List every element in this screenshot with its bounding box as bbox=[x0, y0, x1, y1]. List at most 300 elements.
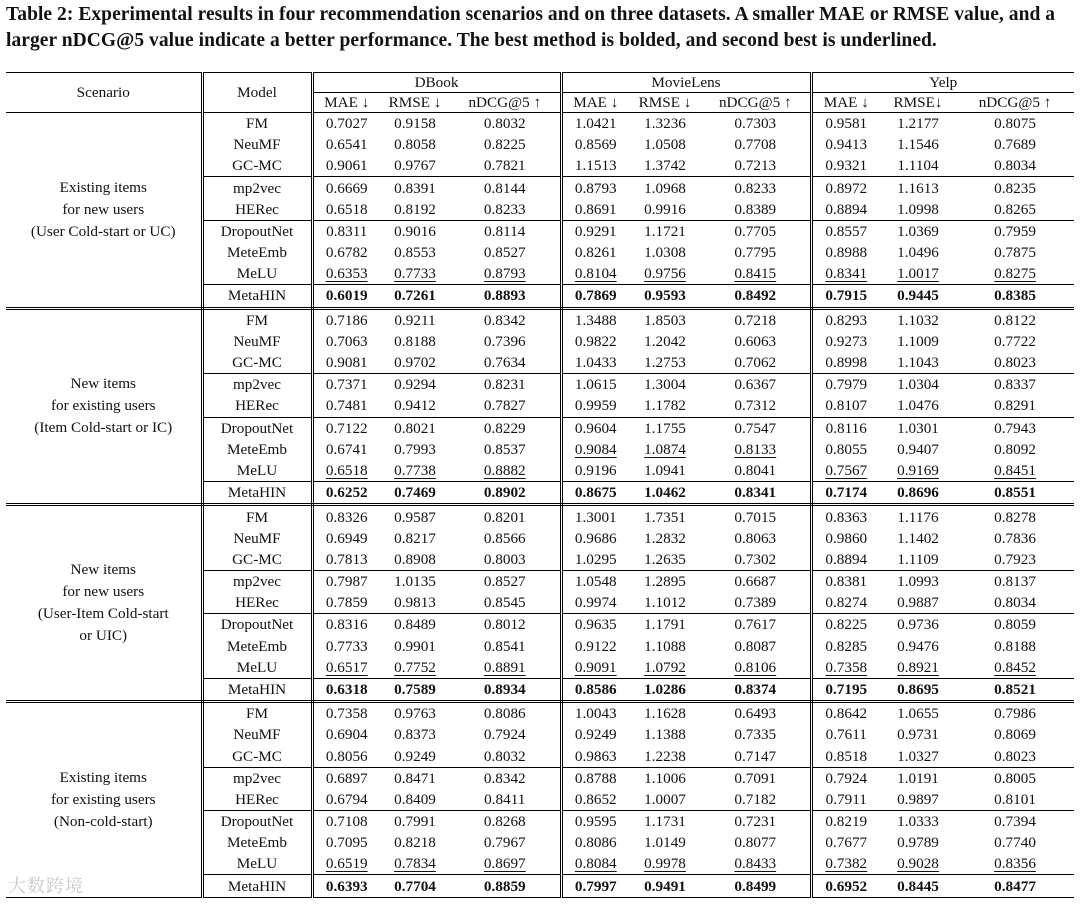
value-cell: 0.7923 bbox=[994, 550, 1036, 568]
value-cell: 1.1109 bbox=[897, 550, 939, 568]
value-cell: 1.0295 bbox=[574, 550, 617, 568]
value-cell: 0.6367 bbox=[701, 374, 811, 396]
value-cell: 0.9016 bbox=[380, 220, 450, 242]
scenario-line: Existing items bbox=[59, 769, 147, 787]
value-cell: 1.1791 bbox=[629, 614, 701, 636]
value-cell: 0.9635 bbox=[561, 614, 629, 636]
table-row bbox=[6, 702, 1074, 725]
value-cell: 1.0043 bbox=[574, 705, 617, 723]
model-cell: FM bbox=[202, 702, 312, 725]
model-cell: FM bbox=[202, 505, 312, 528]
value-cell: 0.8537 bbox=[450, 439, 561, 460]
model-cell: MeLU bbox=[202, 263, 312, 285]
value-cell: 1.0308 bbox=[644, 244, 686, 262]
value-cell: 0.7382 bbox=[825, 855, 868, 873]
value-cell: 0.8034 bbox=[994, 594, 1036, 612]
value-cell: 1.0792 bbox=[644, 658, 686, 676]
model-cell: mp2vec bbox=[202, 570, 312, 592]
value-cell: 1.3001 bbox=[574, 508, 617, 526]
value-cell: 0.7834 bbox=[394, 855, 436, 873]
value-cell: 1.8503 bbox=[644, 311, 686, 329]
model-header: Model bbox=[202, 73, 312, 113]
value-cell: 0.6019 bbox=[312, 285, 380, 308]
value-cell: 0.8356 bbox=[994, 855, 1036, 873]
watermark: 大数跨境 bbox=[8, 876, 84, 897]
value-cell: 0.7836 bbox=[994, 529, 1036, 547]
value-cell: 1.1006 bbox=[629, 767, 701, 789]
value-cell: 1.1043 bbox=[897, 354, 939, 372]
value-cell: 0.6518 bbox=[325, 461, 368, 479]
value-cell: 0.8521 bbox=[956, 678, 1074, 701]
value-cell: 0.7182 bbox=[701, 789, 811, 811]
value-cell: 0.8894 bbox=[825, 550, 868, 568]
value-cell: 1.2177 bbox=[897, 115, 939, 133]
value-cell: 0.7677 bbox=[825, 834, 868, 852]
value-cell: 0.8023 bbox=[994, 747, 1036, 765]
value-cell: 0.8003 bbox=[450, 549, 561, 571]
value-cell: 0.8551 bbox=[956, 482, 1074, 505]
value-cell: 0.8201 bbox=[450, 505, 561, 528]
value-cell: 0.8998 bbox=[825, 354, 868, 372]
scenario-line: (Non-cold-start) bbox=[53, 813, 153, 831]
value-cell: 0.6794 bbox=[325, 790, 368, 808]
value-cell: 0.8235 bbox=[956, 177, 1074, 199]
value-cell: 0.7986 bbox=[994, 705, 1036, 723]
value-cell: 0.8691 bbox=[574, 200, 617, 218]
value-cell: 0.7875 bbox=[994, 244, 1036, 262]
value-cell: 0.8499 bbox=[701, 875, 811, 898]
scenario-line: Existing items bbox=[59, 178, 147, 196]
value-cell: 0.8697 bbox=[450, 853, 561, 875]
value-cell: 0.8452 bbox=[994, 658, 1036, 676]
value-cell: 0.7312 bbox=[701, 395, 811, 417]
value-cell: 0.9959 bbox=[574, 397, 617, 415]
value-cell: 0.8902 bbox=[450, 482, 561, 505]
value-cell: 0.7733 bbox=[325, 637, 368, 655]
table-row bbox=[6, 113, 1074, 135]
model-cell: GC-MC bbox=[202, 155, 312, 177]
value-cell: 0.8415 bbox=[701, 263, 811, 285]
value-cell: 1.0327 bbox=[897, 747, 939, 765]
value-cell: 0.6393 bbox=[312, 875, 380, 898]
value-cell: 0.7752 bbox=[394, 658, 436, 676]
value-cell: 0.8342 bbox=[450, 308, 561, 331]
value-cell: 0.8893 bbox=[450, 285, 561, 308]
value-cell: 0.8075 bbox=[994, 115, 1036, 133]
value-cell: 0.7967 bbox=[450, 832, 561, 853]
value-cell: 0.7547 bbox=[701, 417, 811, 439]
value-cell: 0.8695 bbox=[880, 678, 956, 701]
value-cell: 0.9587 bbox=[394, 508, 436, 526]
value-cell: 1.1613 bbox=[880, 177, 956, 199]
metric-header: MAE ↓ bbox=[811, 93, 880, 113]
value-cell: 0.8116 bbox=[811, 417, 880, 439]
value-cell: 1.3004 bbox=[629, 374, 701, 396]
value-cell: 0.8059 bbox=[956, 614, 1074, 636]
value-cell: 0.8192 bbox=[394, 200, 436, 218]
value-cell: 0.8086 bbox=[450, 702, 561, 725]
value-cell: 0.8233 bbox=[450, 199, 561, 221]
value-cell: 1.7351 bbox=[644, 508, 686, 526]
model-cell: DropoutNet bbox=[202, 220, 312, 242]
value-cell: 0.6063 bbox=[701, 331, 811, 352]
value-cell: 0.8492 bbox=[701, 285, 811, 308]
scenario-line: for existing users bbox=[50, 397, 156, 415]
results-table bbox=[6, 72, 1074, 898]
model-cell: MetaHIN bbox=[202, 285, 312, 308]
value-cell: 0.6952 bbox=[811, 875, 880, 898]
model-cell: mp2vec bbox=[202, 177, 312, 199]
value-cell: 0.8409 bbox=[394, 790, 436, 808]
value-cell: 0.8696 bbox=[880, 482, 956, 505]
model-cell: MeteEmb bbox=[202, 242, 312, 263]
model-cell: GC-MC bbox=[202, 549, 312, 571]
value-cell: 1.0496 bbox=[897, 244, 939, 262]
value-cell: 0.8793 bbox=[561, 177, 629, 199]
model-cell: MetaHIN bbox=[202, 482, 312, 505]
value-cell: 0.8225 bbox=[450, 134, 561, 155]
value-cell: 0.9756 bbox=[644, 265, 686, 283]
model-cell: MeLU bbox=[202, 657, 312, 679]
value-cell: 0.9860 bbox=[825, 529, 868, 547]
value-cell: 0.8058 bbox=[394, 136, 436, 154]
dataset-header-yelp: Yelp bbox=[811, 73, 1074, 93]
value-cell: 1.1012 bbox=[644, 594, 686, 612]
value-cell: 0.9196 bbox=[574, 461, 617, 479]
value-cell: 0.7389 bbox=[701, 592, 811, 614]
value-cell: 0.7997 bbox=[561, 875, 629, 898]
value-cell: 0.8988 bbox=[825, 244, 868, 262]
value-cell: 0.8133 bbox=[701, 439, 811, 460]
value-cell: 1.1755 bbox=[629, 417, 701, 439]
value-cell: 0.9476 bbox=[897, 637, 939, 655]
value-cell: 0.9767 bbox=[394, 157, 436, 175]
value-cell: 0.7231 bbox=[701, 811, 811, 833]
value-cell: 0.8218 bbox=[394, 834, 436, 852]
value-cell: 1.1402 bbox=[897, 529, 939, 547]
value-cell: 0.8107 bbox=[825, 397, 868, 415]
value-cell: 0.7469 bbox=[380, 482, 450, 505]
scenario-line: New items bbox=[70, 375, 136, 393]
value-cell: 0.8337 bbox=[956, 374, 1074, 396]
value-cell: 0.8069 bbox=[994, 726, 1036, 744]
value-cell: 0.9702 bbox=[394, 354, 436, 372]
dataset-header-movielens: MovieLens bbox=[561, 73, 811, 93]
metric-header: MAE ↓ bbox=[312, 93, 380, 113]
value-cell: 0.7859 bbox=[325, 594, 368, 612]
value-cell: 0.8541 bbox=[450, 635, 561, 656]
value-cell: 1.0941 bbox=[644, 461, 686, 479]
value-cell: 0.9158 bbox=[394, 115, 436, 133]
value-cell: 0.7062 bbox=[701, 352, 811, 374]
value-cell: 0.7147 bbox=[701, 746, 811, 768]
value-cell: 0.7567 bbox=[825, 461, 868, 479]
value-cell: 0.7213 bbox=[701, 155, 811, 177]
value-cell: 0.8316 bbox=[312, 614, 380, 636]
value-cell: 0.8041 bbox=[701, 460, 811, 482]
value-cell: 0.8012 bbox=[450, 614, 561, 636]
value-cell: 0.8055 bbox=[825, 440, 868, 458]
model-cell: HERec bbox=[202, 199, 312, 221]
model-cell: MetaHIN bbox=[202, 678, 312, 701]
value-cell: 0.9604 bbox=[561, 417, 629, 439]
value-cell: 0.9061 bbox=[325, 157, 368, 175]
value-cell: 0.7371 bbox=[312, 374, 380, 396]
value-cell: 0.8527 bbox=[450, 570, 561, 592]
value-cell: 0.9412 bbox=[394, 397, 436, 415]
value-cell: 0.8489 bbox=[380, 614, 450, 636]
value-cell: 1.1009 bbox=[897, 332, 939, 350]
value-cell: 0.8326 bbox=[325, 508, 368, 526]
model-cell: HERec bbox=[202, 789, 312, 811]
value-cell: 1.2238 bbox=[644, 747, 686, 765]
model-cell: DropoutNet bbox=[202, 614, 312, 636]
value-cell: 0.8934 bbox=[450, 678, 561, 701]
table-row bbox=[6, 505, 1074, 528]
value-cell: 1.1546 bbox=[897, 136, 939, 154]
value-cell: 1.0007 bbox=[644, 790, 686, 808]
table-row bbox=[6, 308, 1074, 331]
value-cell: 0.7813 bbox=[325, 550, 368, 568]
value-cell: 1.0655 bbox=[897, 705, 939, 723]
value-cell: 0.7689 bbox=[994, 136, 1036, 154]
value-cell: 1.0191 bbox=[880, 767, 956, 789]
value-cell: 0.8553 bbox=[394, 244, 436, 262]
value-cell: 0.8433 bbox=[701, 853, 811, 875]
value-cell: 0.7987 bbox=[312, 570, 380, 592]
value-cell: 0.7015 bbox=[701, 505, 811, 528]
value-cell: 0.8275 bbox=[994, 265, 1036, 283]
header-row-datasets bbox=[6, 73, 1074, 93]
value-cell: 0.8381 bbox=[811, 570, 880, 592]
value-cell: 0.7394 bbox=[956, 811, 1074, 833]
value-cell: 0.8229 bbox=[450, 417, 561, 439]
value-cell: 0.9249 bbox=[394, 747, 436, 765]
value-cell: 0.7821 bbox=[450, 155, 561, 177]
value-cell: 0.8471 bbox=[380, 767, 450, 789]
value-cell: 0.6669 bbox=[312, 177, 380, 199]
value-cell: 1.0017 bbox=[897, 265, 939, 283]
value-cell: 1.1176 bbox=[897, 508, 939, 526]
value-cell: 0.7611 bbox=[825, 726, 867, 744]
value-cell: 0.8092 bbox=[994, 440, 1036, 458]
value-cell: 0.7924 bbox=[811, 767, 880, 789]
value-cell: 0.7218 bbox=[701, 308, 811, 331]
value-cell: 0.8265 bbox=[994, 200, 1036, 218]
metric-header: RMSE ↓ bbox=[380, 93, 450, 113]
model-cell: NeuMF bbox=[202, 724, 312, 745]
value-cell: 0.8652 bbox=[574, 790, 617, 808]
value-cell: 0.7869 bbox=[561, 285, 629, 308]
value-cell: 0.6897 bbox=[312, 767, 380, 789]
value-cell: 0.8106 bbox=[701, 657, 811, 679]
value-cell: 0.8477 bbox=[956, 875, 1074, 898]
value-cell: 0.7924 bbox=[450, 724, 561, 745]
value-cell: 0.8545 bbox=[450, 592, 561, 614]
value-cell: 0.9091 bbox=[574, 658, 617, 676]
value-cell: 0.8291 bbox=[994, 397, 1036, 415]
value-cell: 0.9863 bbox=[574, 747, 617, 765]
value-cell: 0.7122 bbox=[312, 417, 380, 439]
value-cell: 0.8104 bbox=[574, 265, 617, 283]
value-cell: 0.8385 bbox=[956, 285, 1074, 308]
value-cell: 0.8793 bbox=[450, 263, 561, 285]
value-cell: 1.2895 bbox=[629, 570, 701, 592]
value-cell: 0.6741 bbox=[325, 440, 368, 458]
model-cell: FM bbox=[202, 113, 312, 135]
value-cell: 0.8518 bbox=[825, 747, 868, 765]
value-cell: 0.8859 bbox=[450, 875, 561, 898]
value-cell: 0.8363 bbox=[825, 508, 868, 526]
scenario-cell bbox=[6, 505, 202, 702]
value-cell: 0.7195 bbox=[811, 678, 880, 701]
value-cell: 0.7708 bbox=[701, 134, 811, 155]
value-cell: 0.8527 bbox=[450, 242, 561, 263]
value-cell: 0.8391 bbox=[380, 177, 450, 199]
value-cell: 0.6519 bbox=[325, 855, 368, 873]
value-cell: 0.9445 bbox=[880, 285, 956, 308]
value-cell: 0.8137 bbox=[956, 570, 1074, 592]
table-caption: Table 2: Experimental results in four recommendation scenarios and on three datasets. A smaller MAE or RMSE value, and a larger nDCG@5 value indicate a better performance. The best method is bolded, and second best is underlined. bbox=[6, 4, 1056, 51]
model-cell: GC-MC bbox=[202, 352, 312, 374]
value-cell: 0.9916 bbox=[644, 200, 686, 218]
value-cell: 0.8411 bbox=[450, 789, 561, 811]
model-cell: NeuMF bbox=[202, 528, 312, 549]
value-cell: 1.3488 bbox=[574, 311, 617, 329]
value-cell: 0.7335 bbox=[701, 724, 811, 745]
value-cell: 1.0369 bbox=[880, 220, 956, 242]
value-cell: 0.7481 bbox=[325, 397, 368, 415]
value-cell: 0.7261 bbox=[380, 285, 450, 308]
model-cell: MeLU bbox=[202, 853, 312, 875]
value-cell: 0.8642 bbox=[825, 705, 868, 723]
model-cell: DropoutNet bbox=[202, 417, 312, 439]
value-cell: 0.8032 bbox=[450, 746, 561, 768]
value-cell: 0.7722 bbox=[994, 332, 1036, 350]
value-cell: 1.0301 bbox=[880, 417, 956, 439]
value-cell: 0.7634 bbox=[450, 352, 561, 374]
value-cell: 0.6518 bbox=[325, 200, 368, 218]
value-cell: 0.8882 bbox=[450, 460, 561, 482]
value-cell: 0.8586 bbox=[561, 678, 629, 701]
value-cell: 0.9491 bbox=[629, 875, 701, 898]
value-cell: 0.9686 bbox=[574, 529, 617, 547]
value-cell: 0.8122 bbox=[994, 311, 1036, 329]
value-cell: 0.8908 bbox=[394, 550, 436, 568]
value-cell: 1.3236 bbox=[644, 115, 686, 133]
scenario-line: for new users bbox=[62, 200, 145, 218]
value-cell: 0.6541 bbox=[325, 136, 368, 154]
scenario-line: (User-Item Cold-start bbox=[37, 605, 169, 623]
value-cell: 0.7991 bbox=[380, 811, 450, 833]
value-cell: 0.8894 bbox=[825, 200, 868, 218]
value-cell: 1.1513 bbox=[574, 157, 617, 175]
model-cell: NeuMF bbox=[202, 331, 312, 352]
value-cell: 1.0548 bbox=[561, 570, 629, 592]
model-cell: DropoutNet bbox=[202, 811, 312, 833]
value-cell: 0.7738 bbox=[394, 461, 436, 479]
value-cell: 0.9736 bbox=[880, 614, 956, 636]
value-cell: 0.9081 bbox=[325, 354, 368, 372]
model-cell: FM bbox=[202, 308, 312, 331]
value-cell: 0.9122 bbox=[574, 637, 617, 655]
value-cell: 0.6353 bbox=[325, 265, 368, 283]
value-cell: 0.9581 bbox=[825, 115, 868, 133]
value-cell: 0.7396 bbox=[450, 331, 561, 352]
value-cell: 0.6517 bbox=[325, 658, 368, 676]
model-cell: GC-MC bbox=[202, 746, 312, 768]
value-cell: 0.7091 bbox=[701, 767, 811, 789]
value-cell: 0.7303 bbox=[701, 113, 811, 135]
dataset-header-dbook: DBook bbox=[312, 73, 561, 93]
value-cell: 0.6252 bbox=[312, 482, 380, 505]
model-cell: NeuMF bbox=[202, 134, 312, 155]
value-cell: 1.0333 bbox=[880, 811, 956, 833]
value-cell: 0.6904 bbox=[325, 726, 368, 744]
value-cell: 0.8023 bbox=[994, 354, 1036, 372]
value-cell: 0.8005 bbox=[956, 767, 1074, 789]
model-cell: MeteEmb bbox=[202, 439, 312, 460]
value-cell: 1.0615 bbox=[561, 374, 629, 396]
value-cell: 0.9413 bbox=[825, 136, 868, 154]
model-cell: mp2vec bbox=[202, 374, 312, 396]
value-cell: 0.6687 bbox=[701, 570, 811, 592]
value-cell: 0.9291 bbox=[561, 220, 629, 242]
value-cell: 0.9407 bbox=[897, 440, 939, 458]
value-cell: 0.8114 bbox=[450, 220, 561, 242]
scenario-line: for new users bbox=[62, 583, 145, 601]
value-cell: 0.8557 bbox=[811, 220, 880, 242]
value-cell: 0.7302 bbox=[701, 549, 811, 571]
value-cell: 0.7827 bbox=[450, 395, 561, 417]
value-cell: 1.1032 bbox=[897, 311, 939, 329]
value-cell: 0.9028 bbox=[897, 855, 939, 873]
value-cell: 0.7704 bbox=[380, 875, 450, 898]
value-cell: 0.8217 bbox=[394, 529, 436, 547]
value-cell: 0.8566 bbox=[450, 528, 561, 549]
value-cell: 0.7705 bbox=[701, 220, 811, 242]
value-cell: 0.9822 bbox=[574, 332, 617, 350]
value-cell: 0.6318 bbox=[312, 678, 380, 701]
value-cell: 0.7959 bbox=[956, 220, 1074, 242]
model-cell: HERec bbox=[202, 395, 312, 417]
value-cell: 0.9211 bbox=[394, 311, 436, 329]
value-cell: 0.7915 bbox=[811, 285, 880, 308]
value-cell: 0.7943 bbox=[956, 417, 1074, 439]
value-cell: 1.0874 bbox=[644, 440, 686, 458]
value-cell: 1.1104 bbox=[897, 157, 939, 175]
value-cell: 0.8341 bbox=[701, 482, 811, 505]
value-cell: 0.7617 bbox=[701, 614, 811, 636]
value-cell: 1.0149 bbox=[644, 834, 686, 852]
value-cell: 0.8188 bbox=[994, 637, 1036, 655]
scenario-line: New items bbox=[70, 561, 136, 579]
scenario-cell bbox=[6, 702, 202, 898]
model-cell: MeteEmb bbox=[202, 635, 312, 656]
value-cell: 0.8891 bbox=[450, 657, 561, 679]
value-cell: 0.8219 bbox=[811, 811, 880, 833]
value-cell: 0.8261 bbox=[574, 244, 617, 262]
value-cell: 1.1088 bbox=[644, 637, 686, 655]
value-cell: 0.8084 bbox=[574, 855, 617, 873]
value-cell: 0.7063 bbox=[325, 332, 368, 350]
value-cell: 0.9294 bbox=[380, 374, 450, 396]
value-cell: 1.0421 bbox=[574, 115, 617, 133]
value-cell: 0.7186 bbox=[325, 311, 368, 329]
value-cell: 0.6949 bbox=[325, 529, 368, 547]
value-cell: 1.1731 bbox=[629, 811, 701, 833]
value-cell: 0.6782 bbox=[325, 244, 368, 262]
